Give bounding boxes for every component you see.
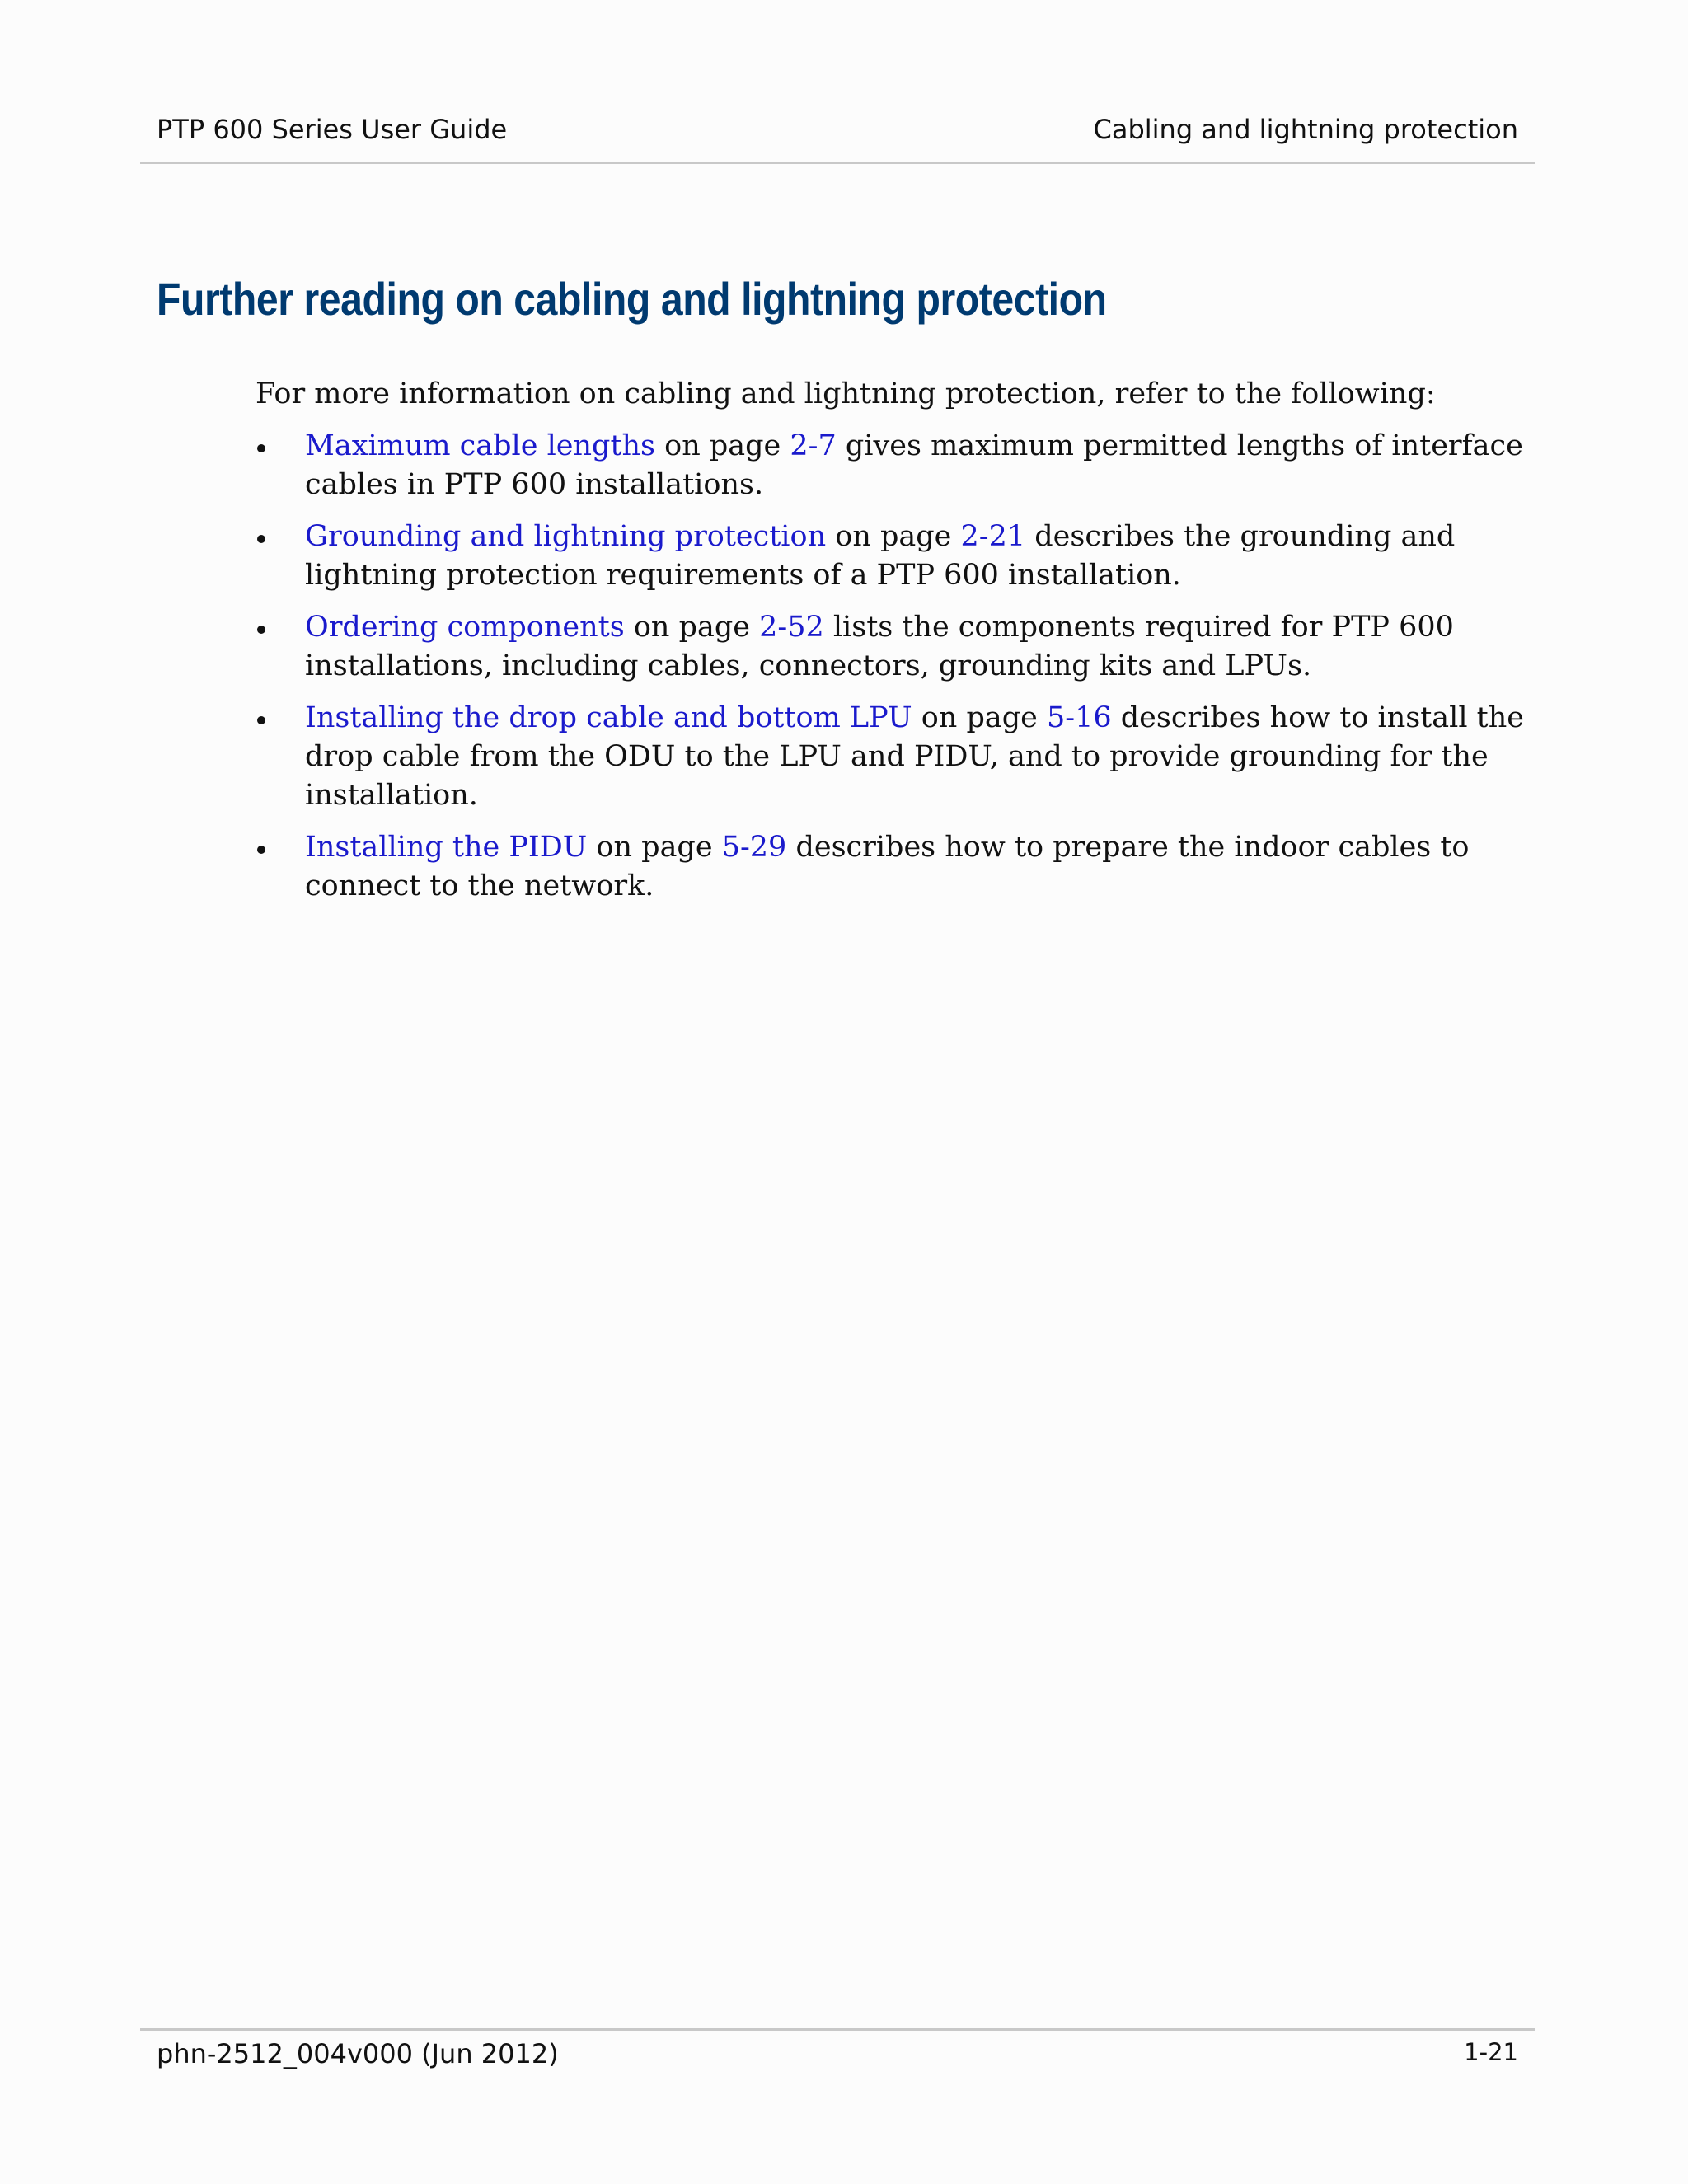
header-divider [140,162,1535,164]
link-page-2-21[interactable]: 2-21 [960,520,1026,553]
intro-paragraph: For more information on cabling and lightning protection, refer to the following: [256,377,1436,410]
list-item [256,828,1541,906]
item-description: lists the components required for PTP 600 installations, including cables, connectors, grounding kits and LPUs. [305,611,1454,682]
link-installing-the-pidu[interactable]: Installing the PIDU [305,831,588,864]
header-section-title: Cabling and lightning protection [1093,114,1518,145]
link-page-2-52[interactable]: 2-52 [759,611,824,644]
list-item [256,608,1541,686]
item-description: gives maximum permitted lengths of interface cables in PTP 600 installations. [305,429,1523,501]
item-description: describes how to prepare the indoor cables to connect to the network. [305,831,1470,902]
on-page-text: on page [587,831,722,864]
link-grounding-and-lightning-protection[interactable]: Grounding and lightning protection [305,520,827,553]
item-description: describes the grounding and lightning protection requirements of a PTP 600 installation. [305,520,1456,592]
on-page-text: on page [826,520,961,553]
item-description: describes how to install the drop cable from the ODU to the LPU and PIDU, and to provide grounding for the installation. [305,701,1524,812]
footer-divider [140,2028,1535,2031]
body-content [256,375,1541,919]
link-maximum-cable-lengths[interactable]: Maximum cable lengths [305,429,656,462]
reference-list [256,427,1541,906]
page-footer [157,2038,1518,2074]
page-header [157,114,1518,150]
on-page-text: on page [912,701,1047,734]
link-page-5-29[interactable]: 5-29 [721,831,787,864]
link-ordering-components[interactable]: Ordering components [305,611,625,644]
page-title: Further reading on cabling and lightning protection [157,273,1107,325]
link-installing-drop-cable-bottom-lpu[interactable]: Installing the drop cable and bottom LPU [305,701,912,734]
link-page-5-16[interactable]: 5-16 [1047,701,1112,734]
footer-document-id: phn-2512_004v000 (Jun 2012) [157,2038,559,2069]
page-number: 1-21 [1464,2038,1518,2066]
link-page-2-7[interactable]: 2-7 [790,429,837,462]
list-item [256,518,1541,595]
list-item [256,699,1541,815]
on-page-text: on page [655,429,790,462]
list-item [256,427,1541,504]
on-page-text: on page [624,611,760,644]
header-document-title: PTP 600 Series User Guide [157,114,508,145]
